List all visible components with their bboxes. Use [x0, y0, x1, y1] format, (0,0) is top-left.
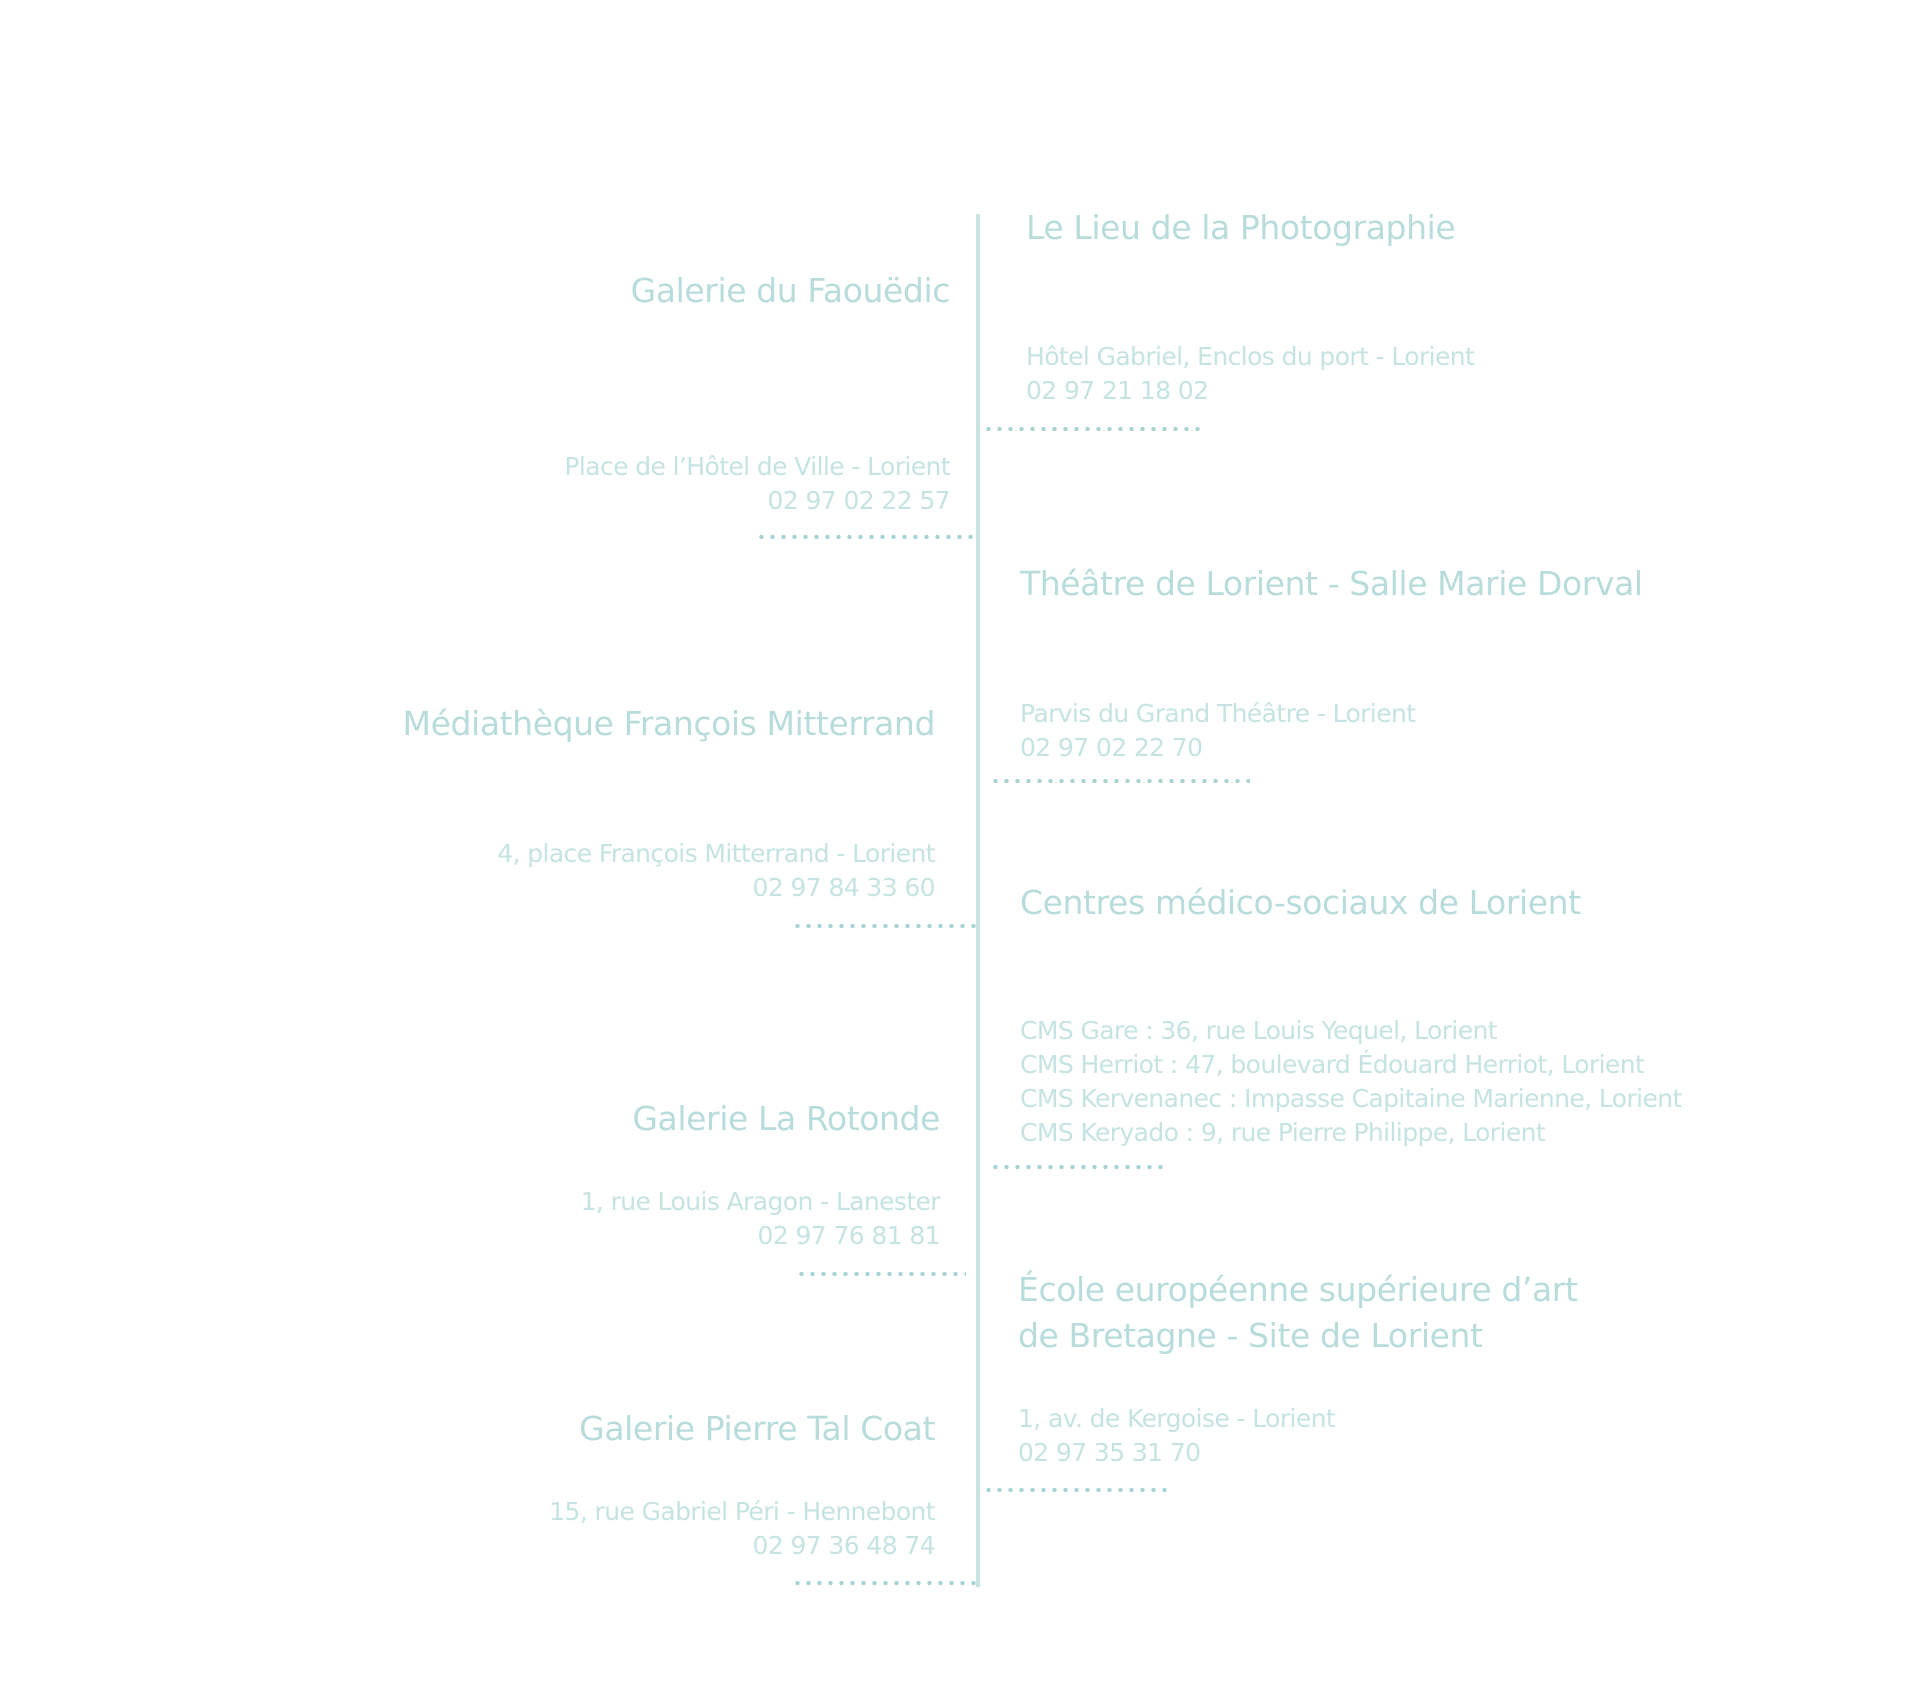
venue-contact [497, 837, 935, 905]
dotted-separator [990, 779, 1250, 783]
venue-galerie-tal-coat [579, 1406, 935, 1452]
venue-name-line: École européenne supérieure d’art [1018, 1270, 1578, 1309]
venue-phone: 02 97 21 18 02 [1026, 376, 1209, 405]
venue-name-line: de Bretagne - Site de Lorient [1018, 1316, 1483, 1355]
venue-name: Le Lieu de la Photographie [1026, 208, 1456, 247]
venue-address: 4, place François Mitterrand - Lorient [497, 839, 935, 868]
venue-address: Hôtel Gabriel, Enclos du port - Lorient [1026, 342, 1475, 371]
venue-ecole-art-bretagne [1018, 1267, 1577, 1359]
venue-lieu-photographie [1026, 205, 1455, 251]
venue-contact [564, 450, 950, 518]
venue-contact [581, 1185, 940, 1253]
venue-name: Médiathèque François Mitterrand [402, 704, 935, 743]
venue-address: 1, rue Louis Aragon - Lanester [580, 1187, 940, 1216]
venue-address: Parvis du Grand Théâtre - Lorient [1020, 699, 1416, 728]
dotted-separator [983, 427, 1205, 431]
venue-name: Galerie Pierre Tal Coat [579, 1409, 935, 1448]
dotted-separator [792, 1581, 978, 1585]
venue-theatre-lorient-info [1020, 697, 1415, 765]
venue-name: Centres médico-sociaux de Lorient [1020, 883, 1581, 922]
dotted-separator [796, 1272, 966, 1276]
venue-phone: 02 97 02 22 70 [1020, 733, 1203, 762]
dotted-separator [983, 1488, 1168, 1492]
venue-mediatheque-mitterrand [403, 701, 935, 747]
venue-lieu-photographie-info [1026, 340, 1474, 408]
venue-phone: 02 97 76 81 81 [757, 1221, 940, 1250]
venue-contact [1020, 1014, 1682, 1150]
venue-contact [549, 1495, 935, 1563]
venue-theatre-lorient [1020, 561, 1643, 607]
venue-phone: 02 97 35 31 70 [1018, 1438, 1201, 1467]
venue-contact [1020, 697, 1415, 765]
dotted-separator [756, 535, 978, 539]
venue-galerie-faouedic [631, 268, 950, 314]
venue-mediatheque-mitterrand-info [497, 837, 935, 905]
dotted-separator [792, 924, 978, 928]
venue-galerie-rotonde-info [581, 1185, 940, 1253]
venue-phone: 02 97 84 33 60 [752, 873, 935, 902]
venue-ecole-art-bretagne-info [1018, 1402, 1335, 1470]
venue-address: 1, av. de Kergoise - Lorient [1018, 1404, 1336, 1433]
venue-galerie-rotonde [632, 1096, 940, 1142]
cms-line: CMS Kervenanec : Impasse Capitaine Marienne, Lorient [1020, 1084, 1682, 1113]
venue-contact [1018, 1402, 1335, 1470]
cms-line: CMS Keryado : 9, rue Pierre Philippe, Lorient [1020, 1118, 1546, 1147]
venue-galerie-faouedic-info [564, 450, 950, 518]
venue-address: Place de l’Hôtel de Ville - Lorient [564, 452, 950, 481]
venue-name: Théâtre de Lorient - Salle Marie Dorval [1020, 564, 1643, 603]
cms-line: CMS Herriot : 47, boulevard Édouard Herriot, Lorient [1020, 1050, 1645, 1079]
venue-name [1018, 1267, 1577, 1359]
venue-name: Galerie du Faouëdic [630, 271, 950, 310]
venue-phone: 02 97 36 48 74 [752, 1531, 935, 1560]
venue-contact [1026, 340, 1474, 408]
cms-line: CMS Gare : 36, rue Louis Yequel, Lorient [1020, 1016, 1497, 1045]
venue-phone: 02 97 02 22 57 [767, 486, 950, 515]
venue-name: Galerie La Rotonde [632, 1099, 940, 1138]
venue-address: 15, rue Gabriel Péri - Hennebont [549, 1497, 935, 1526]
timeline-spine [976, 214, 980, 1587]
venue-centres-medico-sociaux-info [1020, 1014, 1682, 1150]
venue-galerie-tal-coat-info [549, 1495, 935, 1563]
dotted-separator [990, 1165, 1165, 1169]
venue-centres-medico-sociaux [1020, 880, 1581, 926]
